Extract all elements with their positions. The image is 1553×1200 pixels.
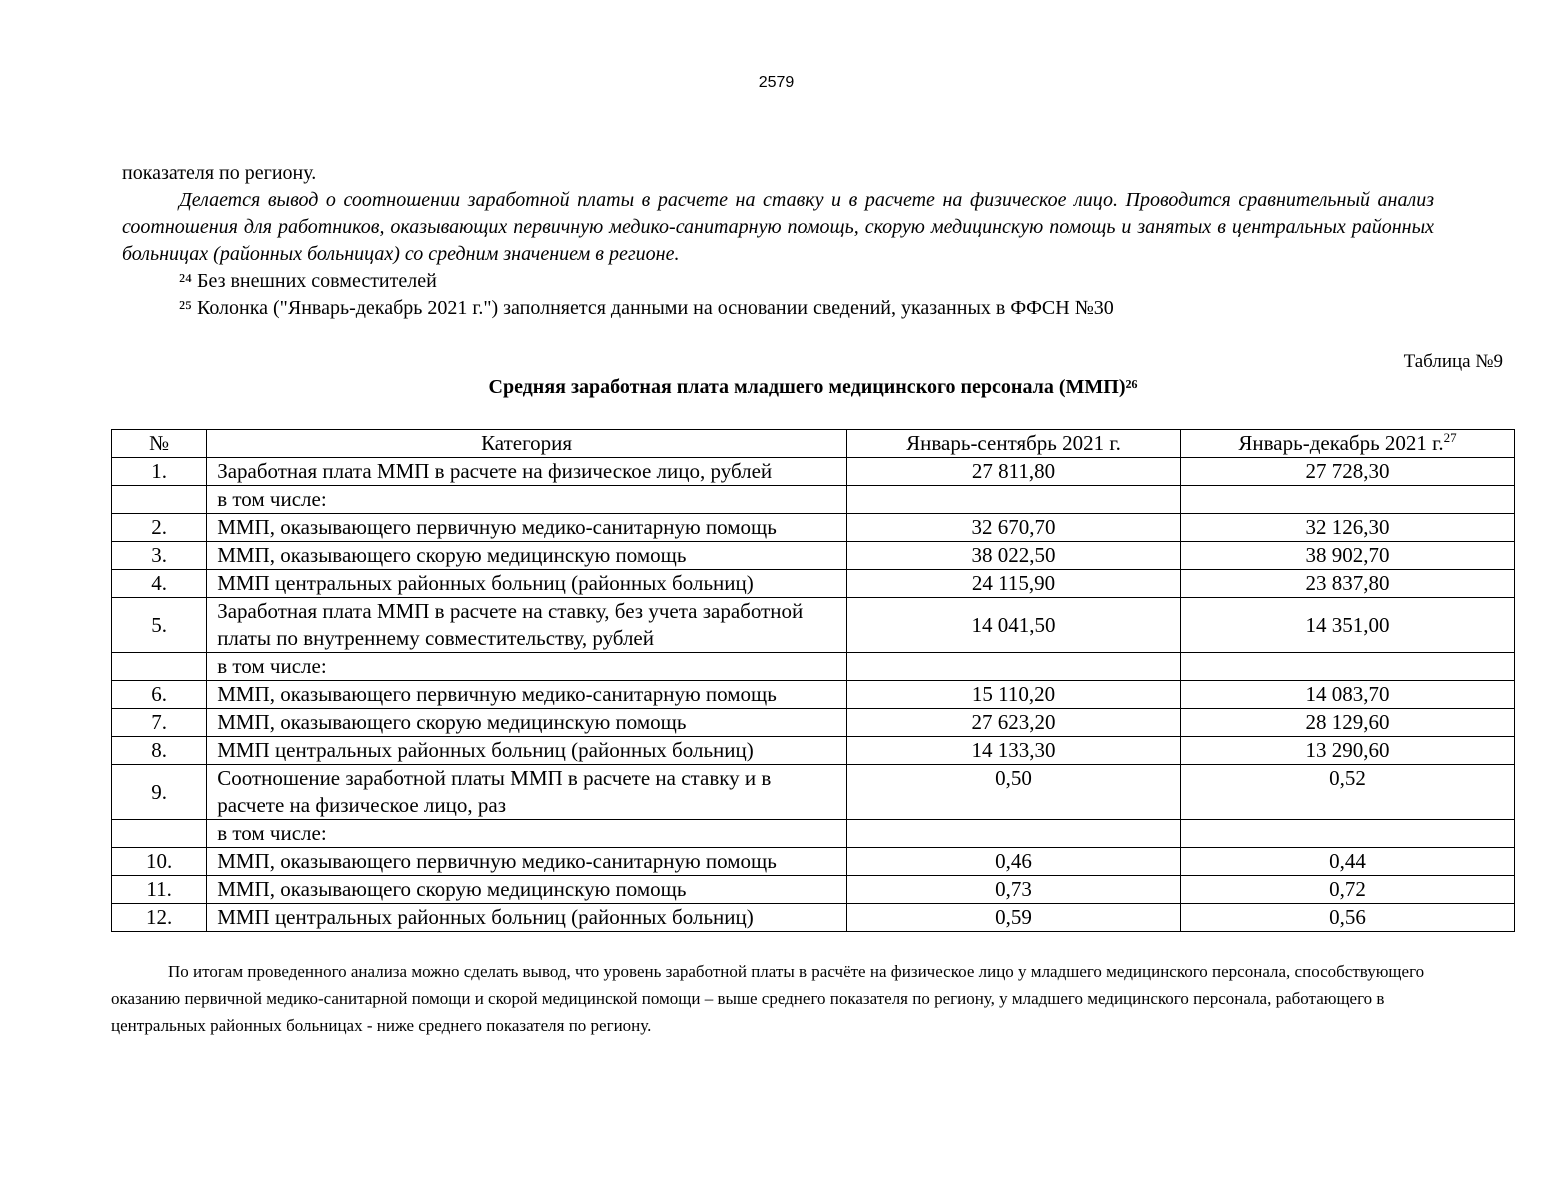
row-category: в том числе: xyxy=(207,486,847,514)
table-row xyxy=(112,876,1515,904)
row-value-jan-dec xyxy=(1181,486,1515,514)
row-value-jan-dec: 32 126,30 xyxy=(1181,514,1515,542)
header-col2-text: Январь-декабрь 2021 г. xyxy=(1238,431,1444,455)
row-category: ММП, оказывающего первичную медико-санитарную помощь xyxy=(207,848,847,876)
row-value-jan-dec xyxy=(1181,653,1515,681)
row-value-jan-sep: 14 133,30 xyxy=(846,737,1180,765)
table-title: Средняя заработная плата младшего медицинского персонала (ММП)²⁶ xyxy=(488,376,1138,398)
row-number: 1. xyxy=(112,458,207,486)
row-value-jan-dec: 0,44 xyxy=(1181,848,1515,876)
row-value-jan-dec: 13 290,60 xyxy=(1181,737,1515,765)
table-row xyxy=(112,848,1515,876)
row-number: 7. xyxy=(112,709,207,737)
row-number: 8. xyxy=(112,737,207,765)
footnote-24: ²⁴ Без внешних совместителей xyxy=(179,270,437,292)
footnote-25: ²⁵ Колонка ("Январь-декабрь 2021 г.") заполняется данными на основании сведений, указанных в ФФСН №30 xyxy=(179,297,1114,319)
row-category: ММП центральных районных больниц (районных больниц) xyxy=(207,570,847,598)
row-number: 11. xyxy=(112,876,207,904)
table-row xyxy=(112,570,1515,598)
row-value-jan-dec: 14 351,00 xyxy=(1181,598,1515,653)
row-value-jan-sep xyxy=(846,486,1180,514)
row-value-jan-dec: 0,52 xyxy=(1181,765,1515,820)
row-value-jan-dec: 0,72 xyxy=(1181,876,1515,904)
row-number xyxy=(112,653,207,681)
row-value-jan-sep: 32 670,70 xyxy=(846,514,1180,542)
row-number: 3. xyxy=(112,542,207,570)
intro-text xyxy=(122,160,1434,322)
intro-lead-paragraph: Делается вывод о соотношении заработной платы в расчете на ставку и в расчете на физическое лицо. Проводится сравнительный анализ соотношения для работников, оказывающих первичную медико-санитарную помощь, скорую медицинскую помощь и занятых в центральных районных больницах (районных больницах) со средним значением в регионе. xyxy=(122,189,1434,265)
intro-line: показателя по региону. xyxy=(122,162,317,184)
table-row xyxy=(112,681,1515,709)
row-category: Заработная плата ММП в расчете на физическое лицо, рублей xyxy=(207,458,847,486)
row-value-jan-sep: 15 110,20 xyxy=(846,681,1180,709)
page-number: 2579 xyxy=(758,74,795,91)
table-row xyxy=(112,598,1515,653)
row-number xyxy=(112,820,207,848)
conclusion-paragraph: По итогам проведенного анализа можно сделать вывод, что уровень заработной платы в расчёте на физическое лицо у младшего медицинского персонала, способствующего оказанию первичной медико-санитарной помощи и скорой медицинской помощи – выше среднего показателя по региону, у младшего медицинского персонала, работающего в центральных районных больницах - ниже среднего показателя по региону. xyxy=(111,962,1425,1035)
header-num: № xyxy=(112,430,207,458)
row-number: 4. xyxy=(112,570,207,598)
row-number: 10. xyxy=(112,848,207,876)
row-value-jan-sep: 0,46 xyxy=(846,848,1180,876)
table-row xyxy=(112,765,1515,820)
table-row xyxy=(112,486,1515,514)
table-row xyxy=(112,709,1515,737)
row-value-jan-sep: 0,50 xyxy=(846,765,1180,820)
table-row xyxy=(112,542,1515,570)
salary-table xyxy=(111,429,1515,932)
row-value-jan-sep: 27 623,20 xyxy=(846,709,1180,737)
row-number: 2. xyxy=(112,514,207,542)
row-category: в том числе: xyxy=(207,820,847,848)
table-body xyxy=(112,458,1515,932)
row-value-jan-sep: 0,73 xyxy=(846,876,1180,904)
row-number: 5. xyxy=(112,598,207,653)
row-number: 12. xyxy=(112,904,207,932)
table-row xyxy=(112,514,1515,542)
row-value-jan-dec: 27 728,30 xyxy=(1181,458,1515,486)
row-category: Заработная плата ММП в расчете на ставку, без учета заработной платы по внутреннему совместительству, рублей xyxy=(207,598,847,653)
row-number xyxy=(112,486,207,514)
row-category: ММП, оказывающего скорую медицинскую помощь xyxy=(207,542,847,570)
table-row xyxy=(112,904,1515,932)
row-value-jan-sep xyxy=(846,820,1180,848)
row-category: ММП, оказывающего скорую медицинскую помощь xyxy=(207,876,847,904)
header-col2 xyxy=(1181,430,1515,458)
row-number: 6. xyxy=(112,681,207,709)
row-category: ММП, оказывающего скорую медицинскую помощь xyxy=(207,709,847,737)
table-row xyxy=(112,458,1515,486)
row-category: ММП центральных районных больниц (районных больниц) xyxy=(207,904,847,932)
table-row xyxy=(112,820,1515,848)
row-value-jan-sep: 27 811,80 xyxy=(846,458,1180,486)
table-number: Таблица №9 xyxy=(1403,351,1503,372)
row-category: в том числе: xyxy=(207,653,847,681)
row-value-jan-dec: 38 902,70 xyxy=(1181,542,1515,570)
row-value-jan-sep: 24 115,90 xyxy=(846,570,1180,598)
row-number: 9. xyxy=(112,765,207,820)
row-value-jan-dec: 0,56 xyxy=(1181,904,1515,932)
header-category: Категория xyxy=(207,430,847,458)
row-value-jan-sep xyxy=(846,653,1180,681)
row-category: ММП, оказывающего первичную медико-санитарную помощь xyxy=(207,681,847,709)
row-category: ММП центральных районных больниц (районных больниц) xyxy=(207,737,847,765)
row-value-jan-sep: 0,59 xyxy=(846,904,1180,932)
row-value-jan-dec: 28 129,60 xyxy=(1181,709,1515,737)
table-header-row xyxy=(112,430,1515,458)
row-value-jan-dec: 14 083,70 xyxy=(1181,681,1515,709)
table-row xyxy=(112,737,1515,765)
row-category: ММП, оказывающего первичную медико-санитарную помощь xyxy=(207,514,847,542)
row-category: Соотношение заработной платы ММП в расчете на ставку и в расчете на физическое лицо, раз xyxy=(207,765,847,820)
row-value-jan-sep: 14 041,50 xyxy=(846,598,1180,653)
row-value-jan-dec xyxy=(1181,820,1515,848)
row-value-jan-dec: 23 837,80 xyxy=(1181,570,1515,598)
header-col2-footnote: 27 xyxy=(1443,430,1457,445)
header-col1: Январь-сентябрь 2021 г. xyxy=(846,430,1180,458)
row-value-jan-sep: 38 022,50 xyxy=(846,542,1180,570)
table-row xyxy=(112,653,1515,681)
